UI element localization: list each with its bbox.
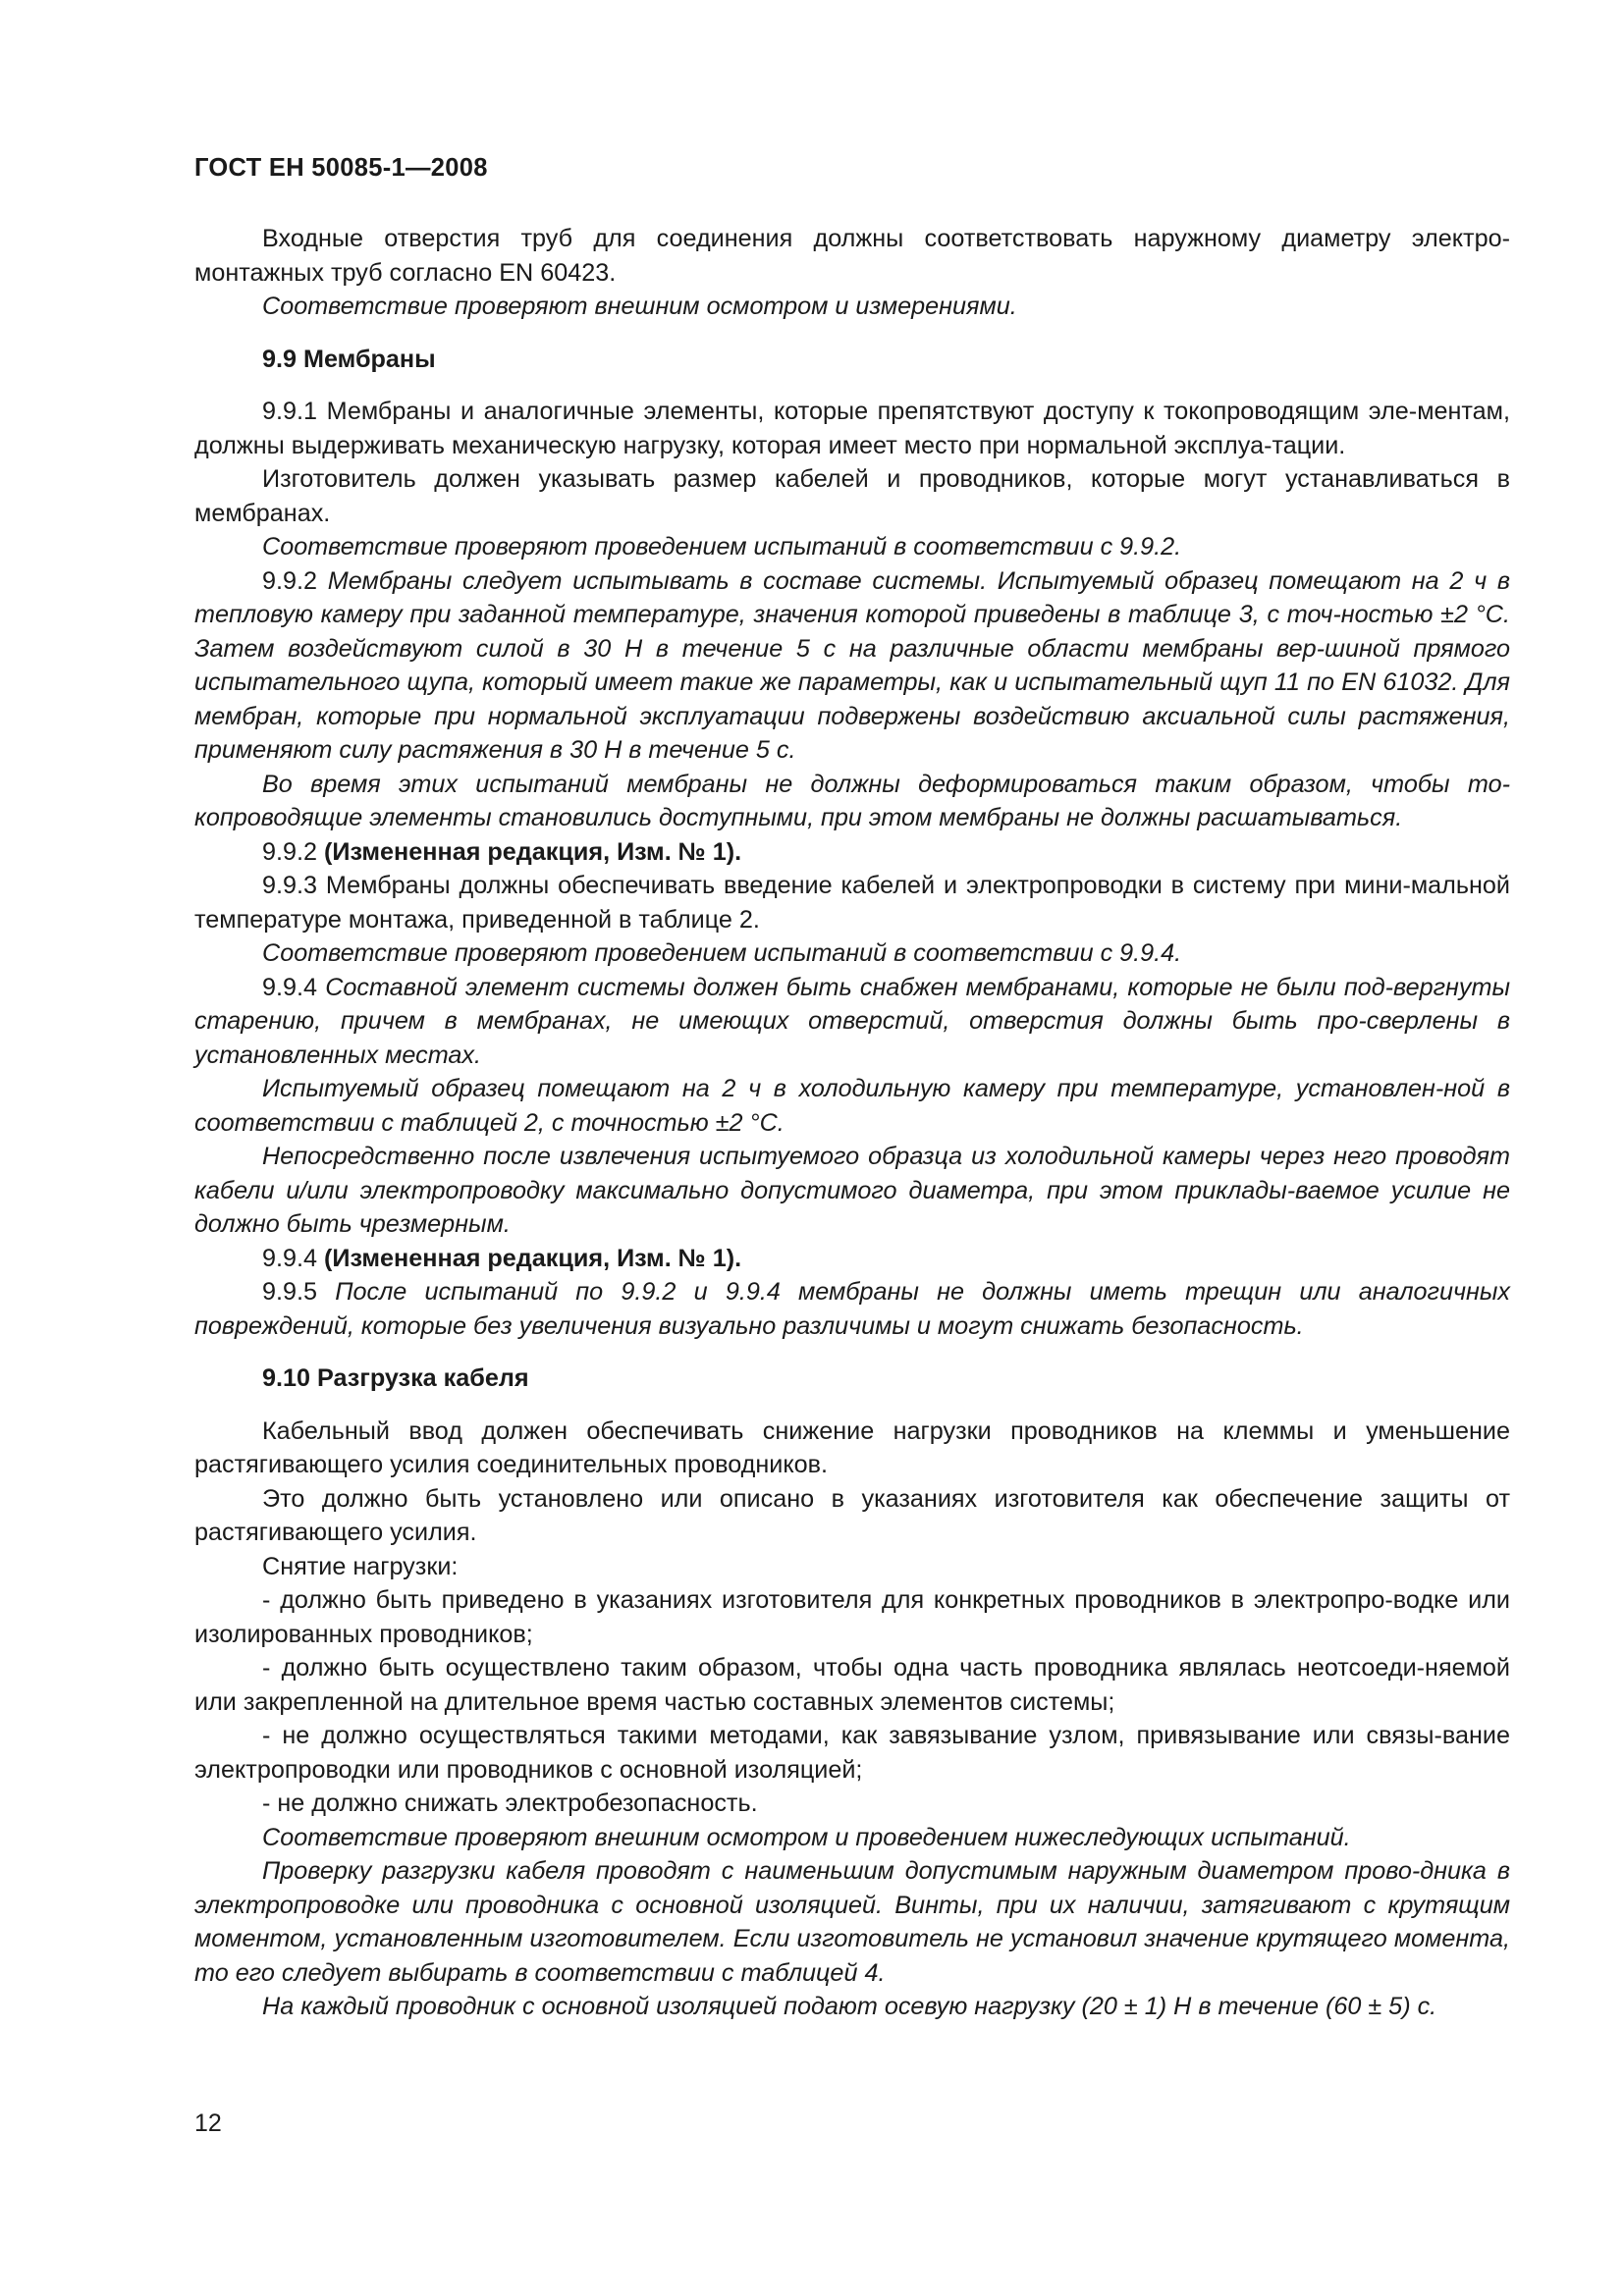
- paragraph: Испытуемый образец помещают на 2 ч в холодильную камеру при температуре, установлен-ной в соответствии с таблицей 2, с точностью ±2 °С.: [194, 1075, 1510, 1137]
- paragraph: 9.9.1 Мембраны и аналогичные элементы, которые препятствуют доступу к токопроводящим эле-ментам, должны выдерживать механическую нагрузку, которая имеет место при нормальной эксплуа-тации.: [194, 398, 1510, 459]
- paragraph-conformity: Соответствие проверяют внешним осмотром и проведением нижеследующих испытаний.: [262, 1823, 1351, 1851]
- clause-number: 9.9.4: [262, 973, 318, 1001]
- paragraph-conformity: Соответствие проверяют внешним осмотром и измерениями.: [262, 293, 1017, 320]
- list-item: - не должно снижать электробезопасность.: [262, 1789, 758, 1817]
- standard-code: ГОСТ ЕН 50085-1—2008: [194, 154, 488, 182]
- clause-text: Составной элемент системы должен быть снабжен мембранами, которые не были под-вергнуты старению, причем в мембранах, не имеющих отверстий, отверстия должны быть про-сверлены в установленных местах.: [194, 973, 1511, 1069]
- paragraph: 9.9.3 Мембраны должны обеспечивать введение кабелей и электропроводки в систему при мини-мальной температуре монтажа, приведенной в таблице 2.: [194, 872, 1510, 934]
- list-item: - не должно осуществляться такими методами, как завязывание узлом, привязывание или связы-вание электропроводки или проводников с основной изоляцией;: [194, 1722, 1510, 1784]
- clause-text: После испытаний по 9.9.2 и 9.9.4 мембраны не должны иметь трещин или аналогичных повреждений, которые без увеличения визуально различимы и могут снижать безопасность.: [194, 1278, 1511, 1340]
- paragraph: [194, 1275, 1510, 1343]
- paragraph: Во время этих испытаний мембраны не должны деформироваться таким образом, чтобы то-копроводящие элементы становились доступными, при этом мембраны не должны расшатываться.: [194, 770, 1510, 831]
- list-item: - должно быть приведено в указаниях изготовителя для конкретных проводников в электропро-водке или изолированных проводников;: [194, 1586, 1510, 1648]
- paragraph-amendment: [194, 1242, 1510, 1276]
- paragraph: [194, 971, 1510, 1073]
- clause-number: 9.9.2: [262, 837, 318, 866]
- clause-number: 9.9.5: [262, 1278, 318, 1306]
- paragraph-conformity: Соответствие проверяют проведением испытаний в соответствии с 9.9.4.: [262, 939, 1182, 967]
- paragraph: Непосредственно после извлечения испытуемого образца из холодильной камеры через него проводят кабели и/или электропроводку максимально допустимого диаметра, при этом приклады-ваемое усилие не должно быть чрезмерным.: [194, 1143, 1510, 1238]
- clause-number: 9.9.2: [262, 566, 318, 595]
- paragraph-conformity: Соответствие проверяют проведением испытаний в соответствии с 9.9.2.: [262, 533, 1182, 561]
- clause-text: Мембраны следует испытывать в составе системы. Испытуемый образец помещают на 2 ч в тепловую камеру при заданной температуре, значения которой приведены в таблице 3, с точ-ностью ±2 °С. Затем воздействуют силой в 30 Н в течение 5 с на различные области мембраны вер-шиной прямого испытательного щупа, который имеет такие же параметры, как и испытательный щуп 11 по EN 61032. Для мембран, которые при нормальной эксплуатации подвержены воздействию аксиальной силы растяжения, применяют силу растяжения в 30 Н в течение 5 с.: [194, 566, 1511, 764]
- document-body: [194, 222, 1510, 2024]
- section-heading-9-10: 9.10 Разгрузка кабеля: [262, 1364, 529, 1392]
- paragraph: Кабельный ввод должен обеспечивать снижение нагрузки проводников на клеммы и уменьшение растягивающего усилия соединительных проводников.: [194, 1416, 1510, 1478]
- paragraph-amendment: [194, 835, 1510, 870]
- amendment-note: (Измененная редакция, Изм. № 1).: [324, 837, 742, 866]
- section-heading-9-9: 9.9 Мембраны: [262, 345, 436, 373]
- paragraph: Это должно быть установлено или описано в указаниях изготовителя как обеспечение защиты от растягивающего усилия.: [194, 1484, 1510, 1546]
- paragraph: [194, 564, 1510, 768]
- paragraph: Входные отверстия труб для соединения должны соответствовать наружному диаметру электро-монтажных труб согласно EN 60423.: [194, 225, 1510, 287]
- paragraph: Изготовитель должен указывать размер кабелей и проводников, которые могут устанавливаться в мембранах.: [194, 465, 1510, 527]
- paragraph: На каждый проводник с основной изоляцией подают осевую нагрузку (20 ± 1) Н в течение (60 ± 5) с.: [262, 1993, 1437, 2020]
- list-item: - должно быть осуществлено таким образом, чтобы одна часть проводника являлась неотсоеди-няемой или закрепленной на длительное время частью составных элементов системы;: [194, 1654, 1510, 1716]
- paragraph: Проверку разгрузки кабеля проводят с наименьшим допустимым наружным диаметром прово-дника в электропроводке или проводника с основной изоляцией. Винты, при их наличии, затягивают с крутящим моментом, установленным изготовителем. Если изготовитель не установил значение крутящего момента, то его следует выбирать в соответствии с таблицей 4.: [194, 1857, 1510, 1987]
- paragraph: Снятие нагрузки:: [262, 1552, 459, 1580]
- amendment-note: (Измененная редакция, Изм. № 1).: [324, 1244, 742, 1272]
- clause-number: 9.9.4: [262, 1244, 318, 1272]
- page-number: 12: [194, 2109, 222, 2137]
